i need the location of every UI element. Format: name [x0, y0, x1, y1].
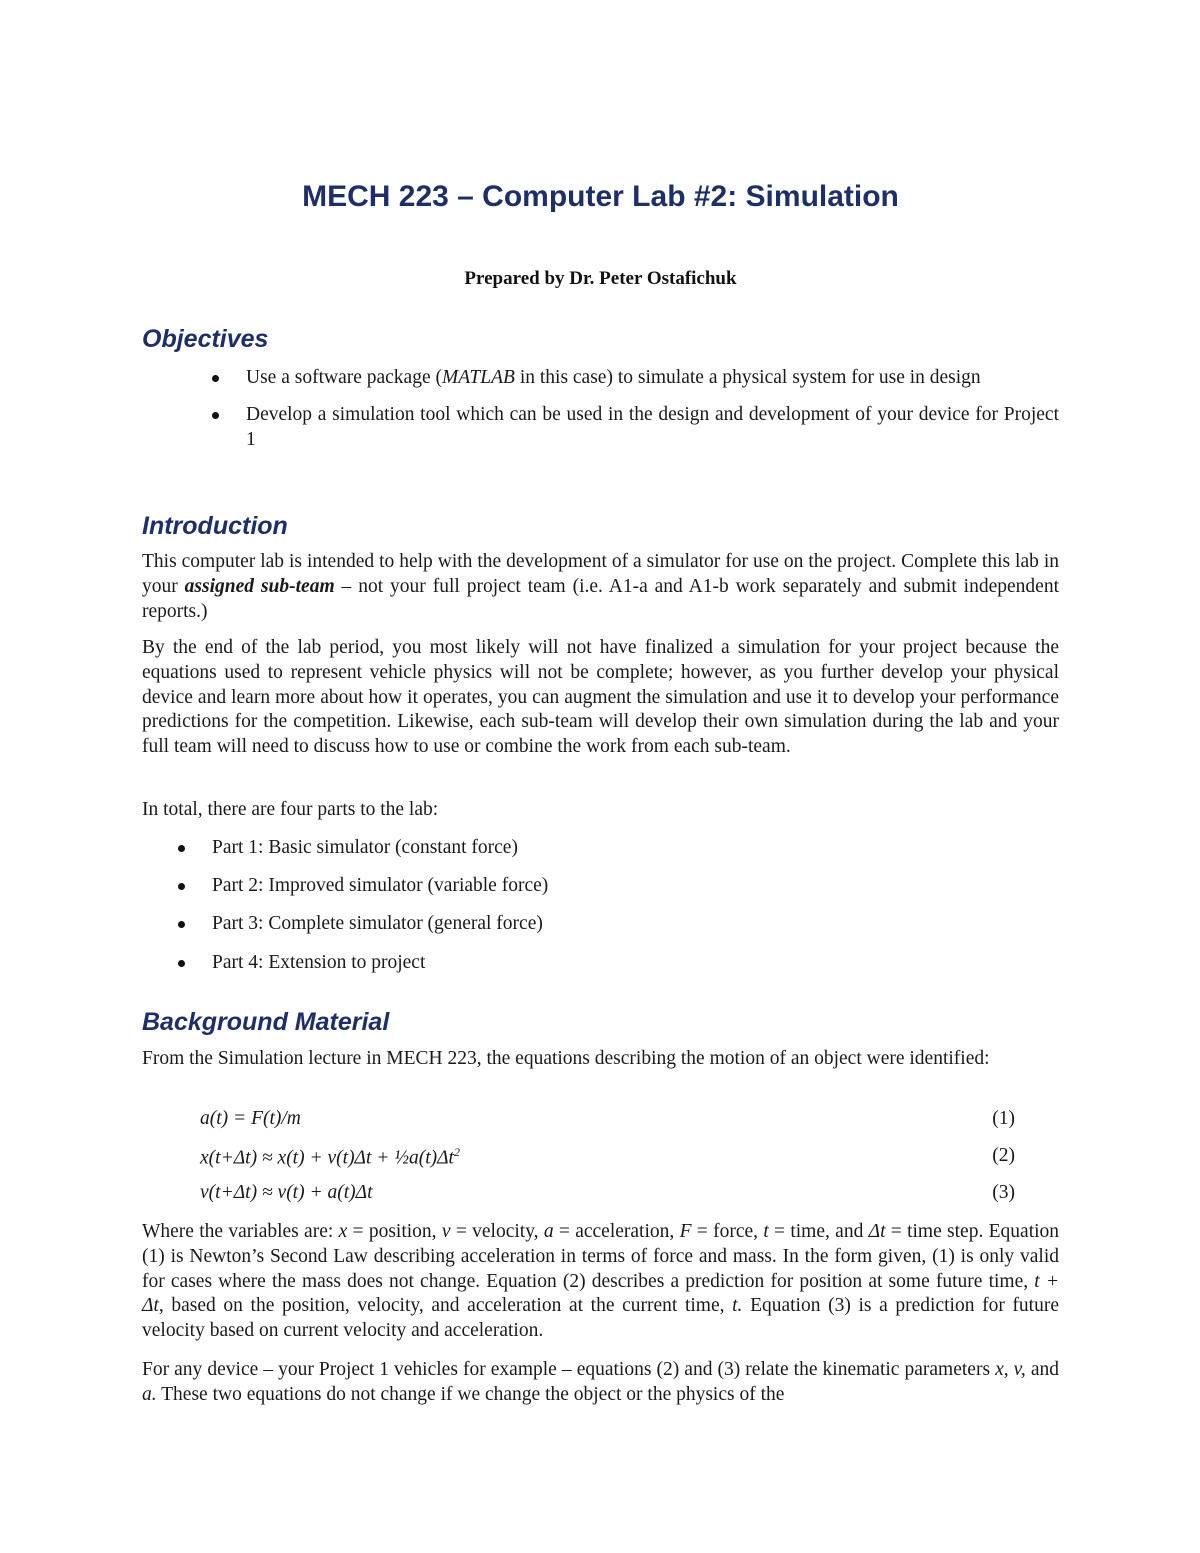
- equation-number: (1): [992, 1108, 1015, 1129]
- list-item: Part 1: Basic simulator (constant force): [142, 836, 1059, 861]
- bullet-icon: [178, 883, 185, 890]
- list-item: Develop a simulation tool which can be used in the design and development of your device for Project 1: [142, 403, 1059, 453]
- background-paragraph-3: For any device – your Project 1 vehicles for example – equations (2) and (3) relate the kinematic parameters x, v, and a. These two equations do not change if we change the object or the physics of the: [142, 1359, 1059, 1405]
- introduction-heading: Introduction: [142, 512, 288, 540]
- equation-number: (2): [992, 1145, 1015, 1166]
- bullet-icon: [178, 921, 185, 928]
- bullet-icon: [212, 412, 219, 419]
- bullet-icon: [178, 960, 185, 967]
- bullet-icon: [212, 375, 219, 382]
- background-paragraph-2: Where the variables are: x = position, v = velocity, a = acceleration, F = force, t = time, and Δt = time step. Equation (1) is Newton’s Second Law describing acceleration in terms of force and mass. In the form given, (1) is only valid for cases where the mass does not change. Equation (2) describes a prediction for position at some future time, t + Δt, based on the position, velocity, and acceleration at the current time, t. Equation (3) is a prediction for future velocity based on current velocity and acceleration.: [142, 1221, 1060, 1342]
- list-item: Part 3: Complete simulator (general force): [142, 912, 1059, 937]
- list-item: Part 2: Improved simulator (variable force): [142, 874, 1059, 899]
- equation-text: v(t+Δt) ≈ v(t) + a(t)Δt: [200, 1182, 373, 1203]
- bullet-icon: [178, 845, 185, 852]
- objectives-list: [142, 366, 1059, 464]
- background-paragraph-1: From the Simulation lecture in MECH 223, the equations describing the motion of an object were identified:: [142, 1048, 990, 1069]
- emphasis-text: assigned sub-team: [184, 575, 335, 597]
- equation-text: a(t) = F(t)/m: [200, 1108, 301, 1129]
- equation-3: [200, 1182, 1015, 1208]
- introduction-paragraph-2: By the end of the lab period, you most likely will not have finalized a simulation for your project because the equations used to represent vehicle physics will not be complete; however, as you further develop your physical device and learn more about how it operates, you can augment the simulation and use it to develop your performance predictions for the competition. Likewise, each sub-team will develop their own simulation during the lab and your full team will need to discuss how to use or combine the work from each sub-team.: [142, 637, 1059, 758]
- background-heading: Background Material: [142, 1008, 390, 1036]
- list-item: Use a software package (MATLAB in this case) to simulate a physical system for use in design: [142, 366, 1059, 391]
- equation-2: [200, 1145, 1015, 1171]
- introduction-paragraph-1: This computer lab is intended to help with the development of a simulator for use on the project. Complete this lab in your assigned sub-team – not your full project team (i.e. A1-a and A1-b work separately and submit independent reports.): [142, 551, 1059, 622]
- objectives-heading: Objectives: [142, 325, 269, 353]
- list-item: Part 4: Extension to project: [142, 951, 1059, 976]
- lab-parts-list: [142, 836, 1059, 989]
- author-byline: Prepared by Dr. Peter Ostafichuk: [464, 268, 737, 289]
- introduction-paragraph-3: In total, there are four parts to the lab:: [142, 799, 439, 820]
- equation-number: (3): [992, 1182, 1015, 1203]
- equation-text: $x(t+\Delta t) \approx x(t) + v(t)\Delta t + \frac{1}{2}a(t)\Delta t^2$: [200, 1145, 460, 1169]
- page-title: MECH 223 – Computer Lab #2: Simulation: [302, 180, 899, 213]
- equation-1: [200, 1108, 1015, 1134]
